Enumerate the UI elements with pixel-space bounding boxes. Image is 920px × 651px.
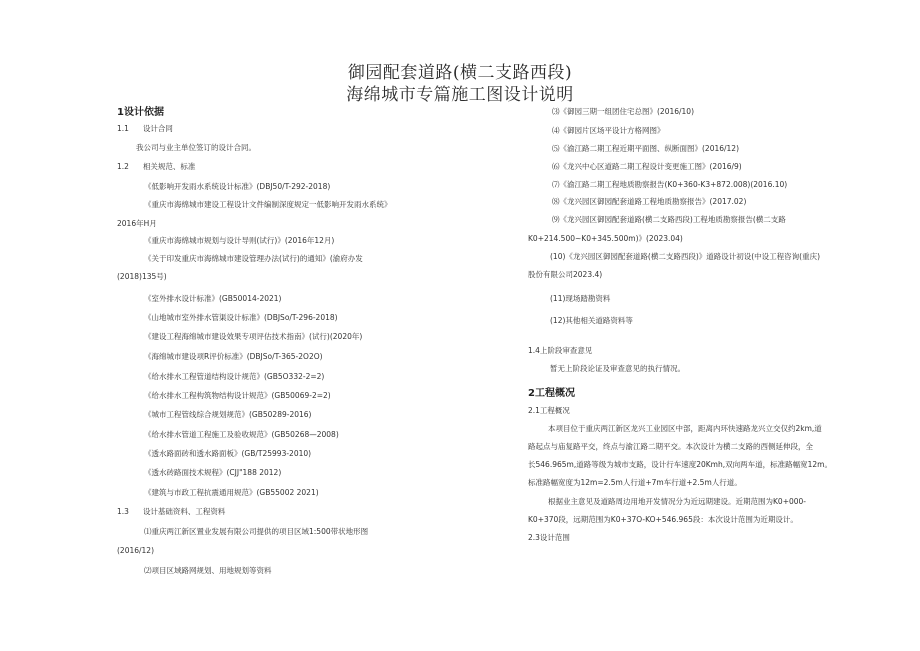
reference-item: ⑶《御园三期一组团住宅总图》(2016/10) xyxy=(552,107,695,116)
section-1-4-heading: 1.4上阶段审查意见 xyxy=(528,346,593,355)
standard-item: 《透水砖路面技术规程》(CJJ"188 2012) xyxy=(144,468,282,477)
paragraph-line: 路起点与庙复路平交，终点与渝江路二期平交。本次设计为横二支路的西侧延伸段，全 xyxy=(528,442,813,451)
standard-item: 《海绵城市建设项R评价标准》(DBJSo/T-365-2O2O) xyxy=(144,352,323,361)
section-number: 1.2 xyxy=(117,162,129,171)
paragraph-line: K0+370段，远期范围为K0+37O-KO+546.965段：本次设计范围为近期设计。 xyxy=(528,515,798,524)
reference-item: ⑻《龙兴园区御园配套道路工程地质勘察报告》(2017.02) xyxy=(552,197,747,206)
paragraph-line: 根据业主意见及道路周边用地开发情况分为近远期建设。近期范围为K0+000- xyxy=(548,497,806,506)
paragraph-line: 本项目位于重庆两江新区龙兴工业园区中部，距离内环快速路龙兴立交仅约2km,道 xyxy=(548,424,822,433)
standard-item: 《城市工程管线综合规划规范》(GB50289-2016) xyxy=(144,410,312,419)
section-2-1-heading: 2.1工程概况 xyxy=(528,406,570,415)
section-1-1-heading xyxy=(117,124,173,133)
reference-item: ⑵项目区域路网规划、用地规划等资料 xyxy=(144,566,272,575)
section-1-heading: 1设计依据 xyxy=(117,107,164,118)
section-title: 相关规范、标准 xyxy=(142,162,196,171)
reference-item-continued: (2016/12) xyxy=(117,546,155,555)
standard-item: 《建设工程海绵城市建设效果专项评估技术指南》(试行)(2020年) xyxy=(144,332,363,341)
document-title-line-1: 御园配套道路(横二支路西段) xyxy=(347,63,573,83)
reference-item: ⑴重庆两江新区置业发展有限公司提供的项目区域1:500带状地形图 xyxy=(144,527,369,536)
reference-item-continued: 股份有限公司2023.4) xyxy=(528,270,603,279)
reference-item: (10)《龙兴园区御园配套道路(横二支路西段)》道路设计初设(中设工程咨询(重庆) xyxy=(550,252,821,261)
reference-item: ⑺《渝江路二期工程地质勘察报告(K0+360-K3+872.008)(2016.10) xyxy=(552,180,788,189)
section-1-3-heading xyxy=(117,507,225,516)
section-number: 1.1 xyxy=(117,124,129,133)
standard-item: 《建筑与市政工程抗震通用规范》(GB55002 2021) xyxy=(144,488,319,497)
standard-item: 《山地城市室外排水管渠设计标准》(DBJSo/T-296-2018) xyxy=(144,313,338,322)
reference-item: (11)现场踏勘资料 xyxy=(550,294,611,303)
standard-item-continued: 2016年H月 xyxy=(117,219,157,228)
section-number: 1.3 xyxy=(117,507,129,516)
standard-item: 《重庆市海绵城市建设工程设计文件编制深度规定一低影响开发雨水系统》 xyxy=(144,200,392,209)
reference-item: ⑸《渝江路二期工程近期平面图、纵断面图》(2016/12) xyxy=(552,144,740,153)
paragraph-line: 标准路幅宽度为12m=2.5m人行道+7m车行道+2.5m人行道。 xyxy=(528,478,742,487)
standard-item: 《重庆市海绵城市规划与设计导则(试行)》(2016年12月) xyxy=(144,236,335,245)
section-2-3-heading: 2.3设计范围 xyxy=(528,533,570,542)
reference-item: ⑹《龙兴中心区道路二期工程设计变更施工图》(2016/9) xyxy=(552,162,742,171)
section-1-4-text: 暂无上阶段论证及审查意见的执行情况。 xyxy=(550,364,685,373)
section-1-2-heading xyxy=(117,162,195,171)
standard-item: 《室外排水设计标准》(GB50014-2021) xyxy=(144,294,282,303)
section-title: 设计基础资料、工程资料 xyxy=(142,507,226,516)
standard-item-continued: (2018)135号) xyxy=(117,272,167,281)
standard-item: 《低影响开发雨水系统设计标准》(DBJ50/T-292-2018) xyxy=(144,182,331,191)
reference-item: ⑷《御园片区场平设计方格网图》 xyxy=(552,126,665,135)
paragraph-line: 长546.965m,道路等级为城市支路，设计行车速度20Kmh,双向两车道，标准路幅宽12m。 xyxy=(528,460,832,469)
section-1-1-text: 我公司与业主单位签订的设计合同。 xyxy=(136,143,256,152)
standard-item: 《给水排水管道工程施工及验收规范》(GB50268—2008) xyxy=(144,430,339,439)
standard-item: 《给水排水工程构筑物结构设计规范》(GB50069-2=2) xyxy=(144,391,331,400)
reference-item: ⑼《龙兴园区御园配套道路(横二支路西段)工程地质勘察报告(横二支路 xyxy=(552,215,786,224)
document-title-line-2: 海绵城市专篇施工图设计说明 xyxy=(346,85,574,105)
section-title: 设计合同 xyxy=(142,124,173,133)
reference-item-continued: K0+214.500~K0+345.500m)》(2023.04) xyxy=(528,234,683,243)
standard-item: 《透水路面砖和透水路面板》(GB/T25993-2010) xyxy=(144,449,312,458)
reference-item: (12)其他相关道路资料等 xyxy=(550,316,633,325)
standard-item: 《给水排水工程管道结构设计规范》(GB5O332-2=2) xyxy=(144,372,325,381)
standard-item: 《关于印发重庆市海绵城市建设管理办法(试行)的通知》(渝府办发 xyxy=(144,254,363,263)
section-2-heading: 2工程概况 xyxy=(528,388,575,399)
